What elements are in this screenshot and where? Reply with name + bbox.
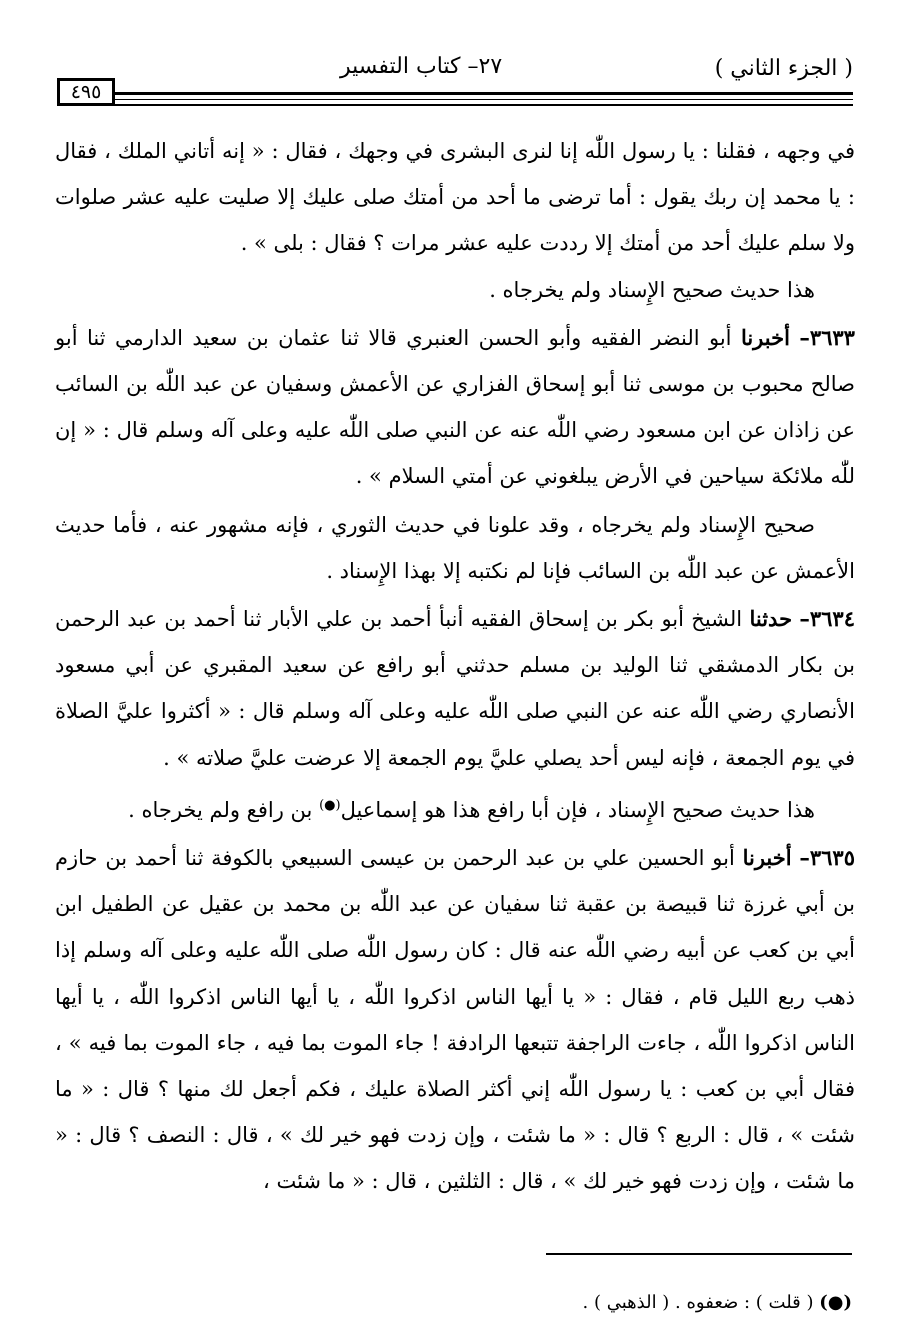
footnote	[300, 1292, 852, 1313]
header-rule-thick	[115, 92, 853, 95]
paragraph-grading: هذا حديث صحيح الإِسناد ولم يخرجاه .	[489, 277, 815, 302]
footnote-divider	[546, 1253, 852, 1255]
header-rule-double	[115, 104, 853, 106]
paragraph-grading	[55, 783, 855, 833]
transmission-keyword: أخبرنا	[742, 845, 792, 871]
page-number: ٤٩٥	[57, 78, 115, 106]
hadith-text: الشيخ أبو بكر بن إسحاق الفقيه أنبأ أحمد بن علي الأبار ثنا أحمد بن عبد الرحمن بن بكار الدمشقي ثنا الوليد بن مسلم حدثني أبو رافع عن سعيد المقبري عن أبي مسعود الأنصاري رضي اللّٰه عنه عن النبي صلى اللّٰه عليه وعلى آله وسلم قال : « أكثروا عليَّ الصلاة في يوم الجمعة ، فإنه ليس أحد يصلي عليَّ يوم الجمعة إلا عرضت عليَّ صلاته » .	[55, 607, 855, 770]
hadith-number: ٣٦٣٥–	[799, 845, 855, 871]
volume-label: ( الجزء الثاني )	[714, 56, 853, 81]
transmission-keyword: أخبرنا	[740, 324, 790, 350]
hadith-text: أبو الحسين علي بن عبد الرحمن بن عيسى السبيعي بالكوفة ثنا أحمد بن حازم بن أبي غرزة ثنا قبيصة بن عقبة ثنا سفيان عن عبد اللّٰه بن محمد بن عقيل عن الطفيل ابن أبي بن كعب عن أبيه رضي اللّٰه عنه قال : كان رسول اللّٰه صلى اللّٰه عليه وعلى آله وسلم إذا ذهب ربع الليل قام ، فقال : « يا أيها الناس اذكروا اللّٰه ، يا أيها الناس اذكروا اللّٰه ، يا أيها الناس اذكروا اللّٰه ، جاءت الراجفة تتبعها الرادفة ! جاء الموت بما فيه ، جاء الموت بما فيه » ، فقال أبي بن كعب : يا رسول اللّٰه إني أكثر الصلاة عليك ، فكم أجعل لك منها ؟ قال : « ما شئت » ، قال : الربع ؟ قال : « ما شئت ، وإن زدت فهو خير لك » ، قال : النصف ؟ قال : « ما شئت ، وإن زدت فهو خير لك » ، قال : الثلثين ، قال : « ما شئت ،	[55, 846, 855, 1194]
paragraph-continuation: في وجهه ، فقلنا : يا رسول اللّٰه إنا لنرى البشرى في وجهك ، فقال : « إنه أتاني الملك ، فقال : يا محمد إن ربك يقول : أما ترضى ما أحد من أمتك صلى عليك إلا صليت عليه عشر صلوات ولا سلم عليك أحد من أمتك إلا رددت عليه عشر مرات ؟ فقال : بلى » .	[55, 139, 855, 256]
hadith-text: أبو النضر الفقيه وأبو الحسن العنبري قالا ثنا عثمان بن سعيد الدارمي ثنا أبو صالح محبوب بن موسى ثنا أبو إسحاق الفزاري عن الأعمش وسفيان عن عبد اللّٰه بن السائب عن زاذان عن ابن مسعود رضي اللّٰه عنه عن النبي صلى اللّٰه عليه وعلى آله وسلم قال : « إن للّٰه ملائكة سياحين في الأرض يبلغوني عن أمتي السلام » .	[55, 325, 855, 489]
footnote-marker: (●)	[819, 1292, 852, 1313]
page-header	[0, 0, 915, 110]
grading-text-end: بن رافع ولم يخرجاه .	[128, 797, 320, 822]
hadith-3635	[55, 835, 855, 1205]
footnote-marker: (●)	[319, 797, 341, 813]
hadith-number: ٣٦٣٣–	[799, 324, 855, 350]
paragraph-commentary: صحيح الإِسناد ولم يخرجاه ، وقد علونا في حديث الثوري ، فإنه مشهور عنه ، فأما حديث الأعمش عن عبد اللّٰه بن السائب فإنا لم نكتبه إلا بهذا الإِسناد .	[55, 512, 855, 583]
book-title: ٢٧– كتاب التفسير	[340, 54, 503, 79]
hadith-3633	[55, 315, 855, 500]
footnote-text: ( قلت ) : ضعفوه . ( الذهبي ) .	[582, 1292, 820, 1313]
transmission-keyword: حدثنا	[749, 606, 793, 632]
grading-text: هذا حديث صحيح الإِسناد ، فإن أبا رافع هذا هو إسماعيل	[340, 797, 815, 822]
page-body	[55, 128, 855, 1205]
hadith-3634	[55, 596, 855, 781]
header-rule-thin	[115, 99, 853, 100]
hadith-number: ٣٦٣٤–	[799, 606, 855, 632]
